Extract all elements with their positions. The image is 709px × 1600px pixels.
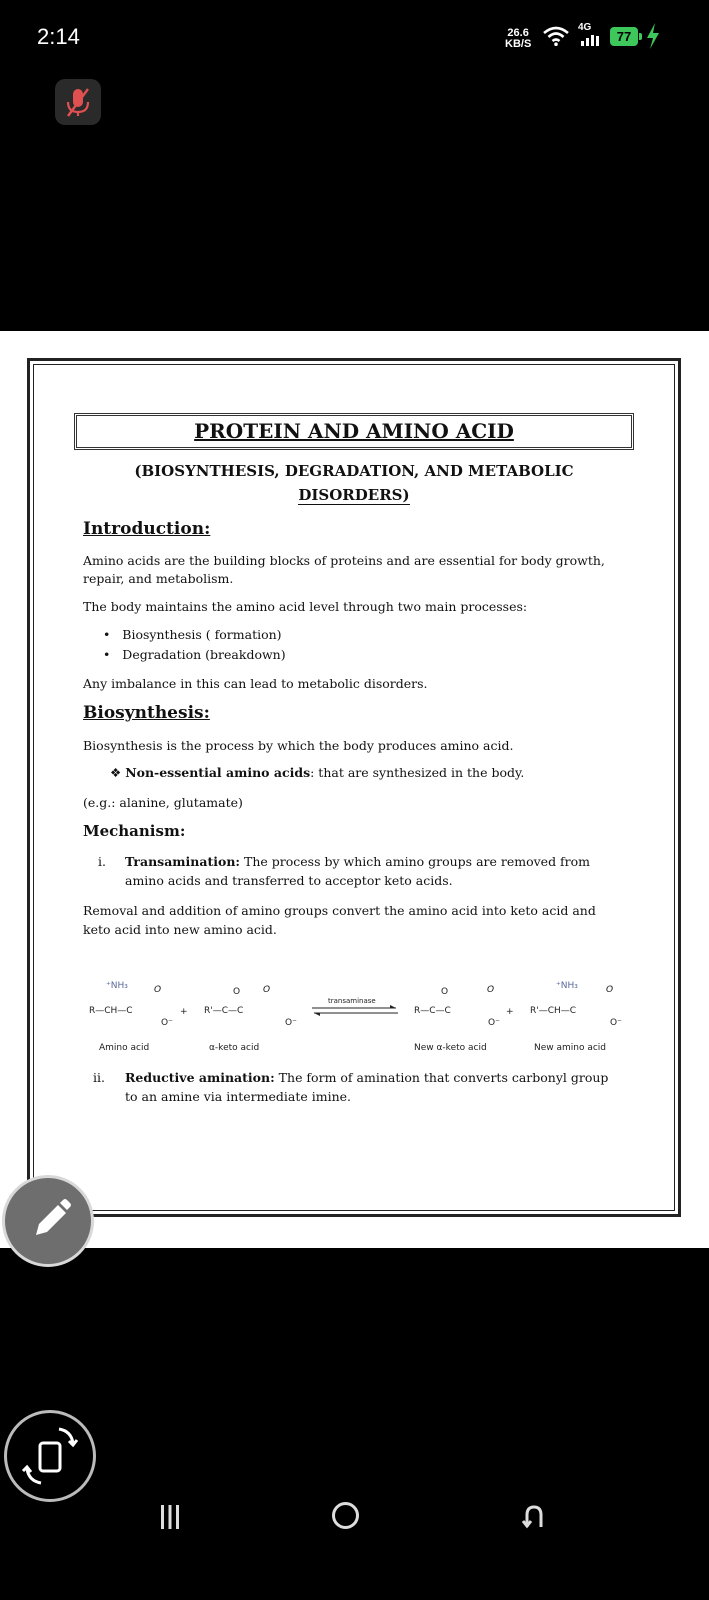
transaminase-label: transaminase	[328, 997, 376, 1005]
plus-sign: +	[180, 1007, 188, 1017]
charging-bolt-icon	[645, 22, 661, 54]
amine-group: ⁺NH₃	[556, 981, 578, 991]
bullet-biosynthesis: • Biosynthesis ( formation)	[103, 627, 282, 642]
reductive-amination-line2: to an amine via intermediate imine.	[125, 1089, 352, 1104]
label-new-amino-acid: New amino acid	[534, 1043, 607, 1053]
document-subtitle-line1: (BIOSYNTHESIS, DEGRADATION, AND METABOLIC	[134, 462, 574, 480]
net-speed-value: 26.6	[507, 27, 529, 39]
reductive-amination-line1: Reductive amination: The form of amination that converts carbonyl group	[125, 1070, 609, 1085]
keto-oxygen: O	[441, 987, 449, 997]
example-text: (e.g.: alanine, glutamate)	[83, 795, 243, 810]
transamination-line2: amino acids and transferred to acceptor keto acids.	[125, 873, 453, 888]
molecule-keto-acid: R'—C—C	[204, 1006, 244, 1016]
carbonyl-oxygen: O	[606, 985, 614, 995]
rotate-screen-button[interactable]	[4, 1410, 96, 1502]
signal-icon	[578, 24, 608, 48]
label-new-keto-acid: New α-keto acid	[414, 1043, 487, 1053]
removal-line1: Removal and addition of amino groups convert the amino acid into keto acid and	[83, 903, 596, 918]
battery-icon: 77	[610, 27, 638, 46]
plus-sign: +	[506, 1007, 514, 1017]
label-keto-acid: α-keto acid	[209, 1043, 260, 1053]
intro-processes-text: The body maintains the amino acid level through two main processes:	[83, 599, 528, 614]
carbonyl-oxygen: O	[487, 985, 495, 995]
document-title: PROTEIN AND AMINO ACID	[194, 419, 514, 443]
anion-oxygen: O⁻	[610, 1018, 622, 1028]
molecule-new-amino-acid: R'—CH—C	[530, 1006, 577, 1016]
intro-imbalance-text: Any imbalance in this can lead to metabolic disorders.	[83, 676, 428, 691]
amine-group: ⁺NH₃	[106, 981, 128, 991]
carbonyl-oxygen: O	[154, 985, 162, 995]
wifi-icon	[543, 26, 569, 50]
mic-muted-icon[interactable]	[55, 79, 101, 125]
rotate-screen-icon	[7, 1413, 93, 1499]
bullet-degradation: • Degradation (breakdown)	[103, 647, 286, 662]
biosynthesis-definition: Biosynthesis is the process by which the body produces amino acid.	[83, 738, 514, 753]
document-subtitle-line2: DISORDERS)	[298, 486, 410, 504]
net-speed	[505, 28, 531, 50]
edit-button[interactable]	[2, 1175, 94, 1267]
nonessential-bullet: ❖ Non-essential amino acids: that are synthesized in the body.	[110, 765, 525, 780]
molecule-new-keto-acid: R—C—C	[414, 1006, 451, 1016]
anion-oxygen: O⁻	[488, 1018, 500, 1028]
intro-paragraph-line1: Amino acids are the building blocks of proteins and are essential for body growth,	[83, 553, 605, 568]
network-type: 4G	[578, 22, 592, 33]
anion-oxygen: O⁻	[285, 1018, 297, 1028]
intro-paragraph-line2: repair, and metabolism.	[83, 571, 234, 586]
anion-oxygen: O⁻	[161, 1018, 173, 1028]
biosynthesis-heading: Biosynthesis:	[83, 703, 210, 723]
back-icon[interactable]	[520, 1503, 548, 1535]
edit-icon	[5, 1178, 91, 1264]
transamination-line1: Transamination: The process by which amino groups are removed from	[125, 854, 591, 869]
battery-cap	[639, 33, 642, 40]
menu-icon[interactable]	[157, 1503, 183, 1535]
item-ii-number: ii.	[93, 1070, 105, 1085]
mechanism-heading: Mechanism:	[83, 822, 186, 840]
carbonyl-oxygen: O	[263, 985, 271, 995]
keto-oxygen: O	[233, 987, 241, 997]
net-speed-unit: KB/S	[505, 38, 532, 50]
status-time: 2:14	[37, 24, 80, 49]
label-amino-acid: Amino acid	[99, 1043, 150, 1053]
home-icon[interactable]	[332, 1502, 359, 1529]
molecule-amino-acid: R—CH—C	[89, 1006, 133, 1016]
removal-line2: keto acid into new amino acid.	[83, 922, 277, 937]
intro-heading: Introduction:	[83, 519, 211, 539]
item-i-number: i.	[98, 854, 106, 869]
